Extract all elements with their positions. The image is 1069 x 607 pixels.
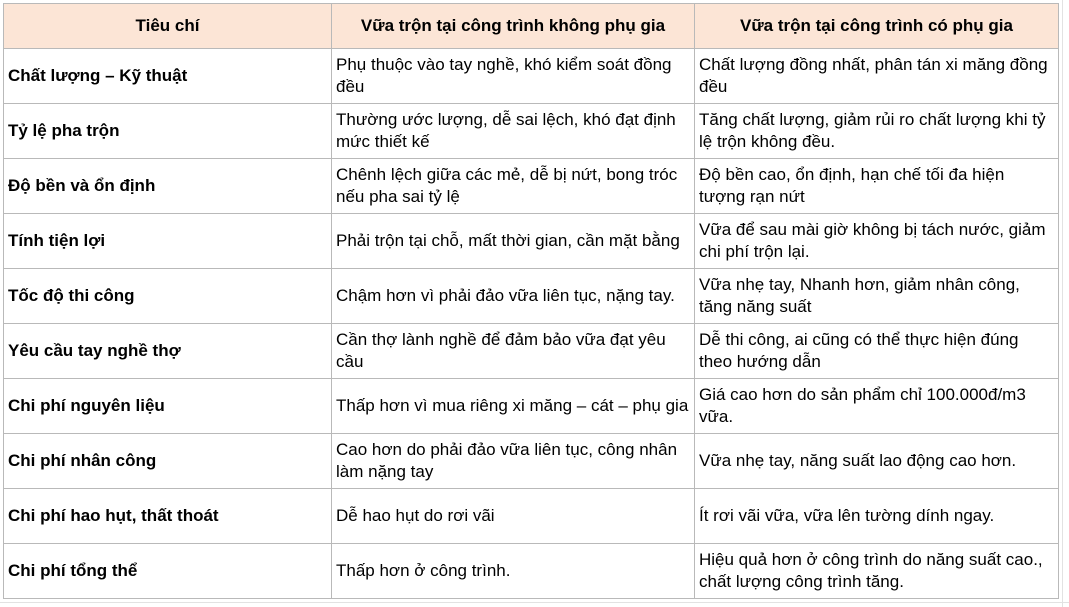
table-row xyxy=(4,324,1059,379)
no-additive-cell: Chênh lệch giữa các mẻ, dễ bị nứt, bong tróc nếu pha sai tỷ lệ xyxy=(332,159,695,214)
no-additive-cell: Cao hơn do phải đảo vữa liên tục, công nhân làm nặng tay xyxy=(332,434,695,489)
table-row xyxy=(4,434,1059,489)
criteria-cell: Tỷ lệ pha trộn xyxy=(4,104,332,159)
with-additive-cell: Vữa nhẹ tay, năng suất lao động cao hơn. xyxy=(695,434,1059,489)
criteria-cell: Độ bền và ổn định xyxy=(4,159,332,214)
header-with-additive: Vữa trộn tại công trình có phụ gia xyxy=(695,4,1059,49)
table-row xyxy=(4,489,1059,544)
with-additive-cell: Ít rơi vãi vữa, vữa lên tường dính ngay. xyxy=(695,489,1059,544)
no-additive-cell: Phụ thuộc vào tay nghề, khó kiểm soát đồng đều xyxy=(332,49,695,104)
header-no-additive: Vữa trộn tại công trình không phụ gia xyxy=(332,4,695,49)
criteria-cell: Chi phí hao hụt, thất thoát xyxy=(4,489,332,544)
table-row xyxy=(4,379,1059,434)
table-row xyxy=(4,544,1059,599)
criteria-cell: Chi phí nhân công xyxy=(4,434,332,489)
no-additive-cell: Cần thợ lành nghề để đảm bảo vữa đạt yêu cầu xyxy=(332,324,695,379)
criteria-cell: Tính tiện lợi xyxy=(4,214,332,269)
criteria-cell: Yêu cầu tay nghề thợ xyxy=(4,324,332,379)
with-additive-cell: Chất lượng đồng nhất, phân tán xi măng đồng đều xyxy=(695,49,1059,104)
with-additive-cell: Hiệu quả hơn ở công trình do năng suất cao., chất lượng công trình tăng. xyxy=(695,544,1059,599)
sheet-gridline xyxy=(0,602,1069,603)
table-header-row xyxy=(4,4,1059,49)
table-row xyxy=(4,214,1059,269)
with-additive-cell: Giá cao hơn do sản phẩm chỉ 100.000đ/m3 vữa. xyxy=(695,379,1059,434)
no-additive-cell: Phải trộn tại chỗ, mất thời gian, cần mặt bằng xyxy=(332,214,695,269)
table-row xyxy=(4,104,1059,159)
table-row xyxy=(4,49,1059,104)
no-additive-cell: Dễ hao hụt do rơi vãi xyxy=(332,489,695,544)
table-row xyxy=(4,269,1059,324)
no-additive-cell: Thấp hơn ở công trình. xyxy=(332,544,695,599)
with-additive-cell: Vữa để sau mài giờ không bị tách nước, giảm chi phí trộn lại. xyxy=(695,214,1059,269)
no-additive-cell: Thấp hơn vì mua riêng xi măng – cát – phụ gia xyxy=(332,379,695,434)
no-additive-cell: Thường ước lượng, dễ sai lệch, khó đạt định mức thiết kế xyxy=(332,104,695,159)
table-row xyxy=(4,159,1059,214)
with-additive-cell: Tăng chất lượng, giảm rủi ro chất lượng khi tỷ lệ trộn không đều. xyxy=(695,104,1059,159)
criteria-cell: Chi phí nguyên liệu xyxy=(4,379,332,434)
table-body xyxy=(4,49,1059,599)
with-additive-cell: Độ bền cao, ổn định, hạn chế tối đa hiện tượng rạn nứt xyxy=(695,159,1059,214)
sheet-gridline xyxy=(1062,0,1063,607)
with-additive-cell: Vữa nhẹ tay, Nhanh hơn, giảm nhân công, tăng năng suất xyxy=(695,269,1059,324)
criteria-cell: Tốc độ thi công xyxy=(4,269,332,324)
comparison-table xyxy=(3,3,1059,599)
criteria-cell: Chất lượng – Kỹ thuật xyxy=(4,49,332,104)
with-additive-cell: Dễ thi công, ai cũng có thể thực hiện đúng theo hướng dẫn xyxy=(695,324,1059,379)
header-criteria: Tiêu chí xyxy=(4,4,332,49)
no-additive-cell: Chậm hơn vì phải đảo vữa liên tục, nặng tay. xyxy=(332,269,695,324)
criteria-cell: Chi phí tổng thể xyxy=(4,544,332,599)
